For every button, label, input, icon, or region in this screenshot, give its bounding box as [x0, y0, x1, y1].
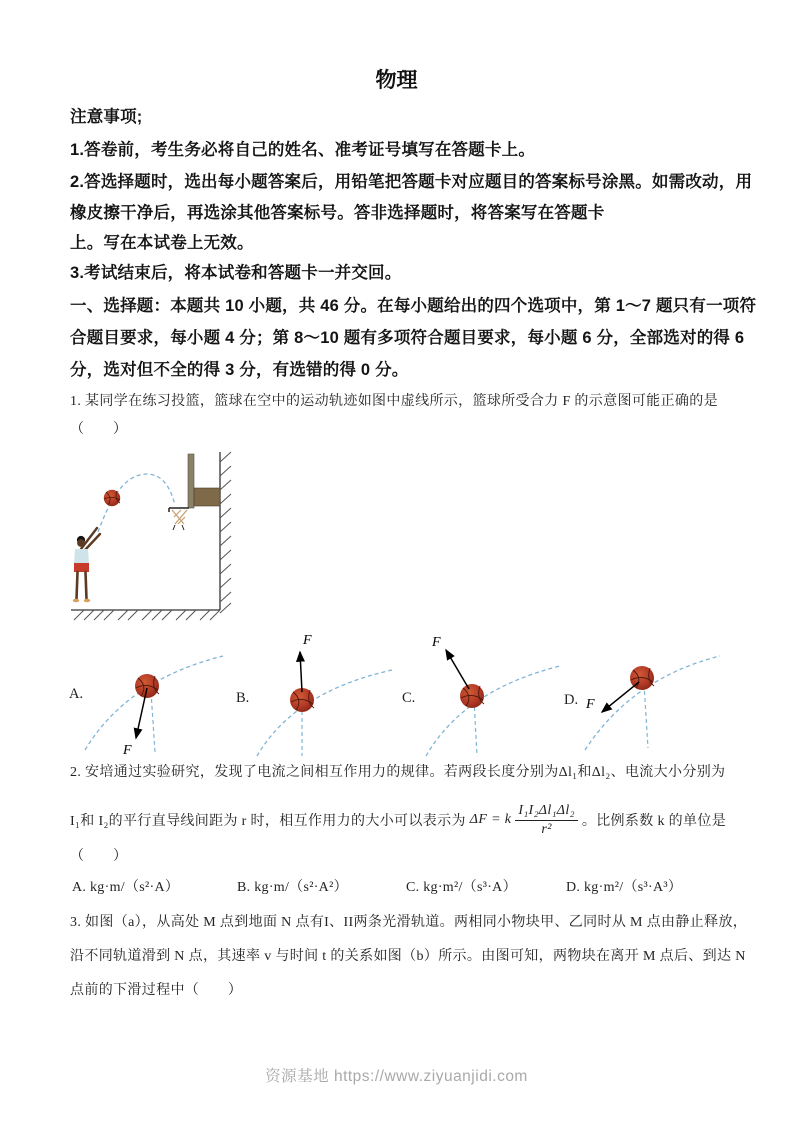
force-arrow-up-left [446, 650, 469, 689]
q2-formula-numerator: I₁I₂Δl₁Δl₂ [515, 803, 578, 821]
basketball-shot-illustration [68, 448, 236, 630]
question-3-text-line-1: 3. 如图（a），从高处 M 点到地面 N 点有I、II两条光滑轨道。两相同小物块甲、乙同时从 M 点由静止释放， [70, 915, 748, 930]
vertical-dashed-line [151, 692, 155, 752]
q2-formula-denominator: r² [541, 821, 552, 837]
q2-option-d: D. kg·m²/（s³·A³） [566, 880, 683, 895]
q2-option-b: B. kg·m/（s²·A²） [237, 880, 348, 895]
basketball [460, 684, 484, 708]
force-label: F [303, 633, 312, 648]
backboard [188, 454, 194, 508]
hoop-net [172, 510, 187, 524]
force-label: F [586, 697, 595, 712]
q2-option-c: C. kg·m²/（s³·A） [406, 880, 517, 895]
notice-heading: 注意事项; [70, 108, 143, 126]
q1-option-c-diagram [398, 630, 563, 760]
ground-hatching [74, 610, 220, 620]
footer-watermark: 资源基地 https://www.ziyuanjidi.com [265, 1068, 528, 1085]
player-shorts [74, 563, 89, 572]
notice-line-2: 2.答选择题时，选出每小题答案后，用铅笔把答题卡对应题目的答案标号涂黑。如需改动，用 [70, 173, 753, 191]
vertical-dashed-line [474, 700, 477, 756]
notice-line-5: 3.考试结束后，将本试卷和答题卡一并交回。 [70, 264, 402, 282]
q1-option-a [65, 630, 230, 760]
q2-line2-pre: I₁和 I₂的平行直导线间距为 r 时，相互作用力的大小可以表示为 [70, 814, 466, 829]
q2-line2-post: 。比例系数 k 的单位是 [581, 814, 727, 829]
section-heading-line-3: 分，选对但不全的得 3 分，有选错的得 0 分。 [70, 361, 409, 379]
q1-option-b [232, 630, 397, 760]
question-2-text-line-1: 2. 安培通过实验研究，发现了电流之间相互作用力的规律。若两段长度分别为Δl₁和Δl₂、电流大小分别为 [70, 765, 726, 780]
net-ticks [173, 525, 184, 530]
force-label: F [432, 635, 441, 650]
q1-option-a-diagram [65, 630, 230, 760]
section-heading-line-1: 一、选择题：本题共 10 小题，共 46 分。在每小题给出的四个选项中，第 1～7 题只有一项符 [70, 297, 757, 315]
trajectory-dashed-arc [257, 670, 392, 756]
question-2-answer-blank: （ ） [70, 849, 128, 864]
question-3-text-line-2: 沿不同轨道滑到 N 点，其速率 v 与时间 t 的关系如图（b）所示。由图可知，两物块在离开 M 点后、到达 N [70, 949, 746, 964]
player-shoe-right [84, 599, 90, 603]
wall-hatching [220, 452, 231, 613]
hoop-bracket [194, 488, 220, 506]
section-heading-line-2: 合题目要求，每小题 4 分；第 8～10 题有多项符合题目要求，每小题 6 分，全部选对的得 6 [70, 329, 745, 347]
player-shirt [74, 549, 89, 563]
basketball [104, 490, 120, 506]
force-arrow-up [300, 652, 302, 692]
force-label: F [123, 743, 132, 758]
q1-option-c-label: C. [402, 690, 416, 706]
question-1-answer-blank: （ ） [70, 422, 128, 437]
page-title: 物理 [375, 69, 418, 92]
basketball-player [73, 528, 100, 602]
notice-line-1: 1.答卷前，考生务必将自己的姓名、准考证号填写在答题卡上。 [70, 141, 536, 159]
q1-option-c [398, 630, 563, 760]
question-2-text-line-2 [70, 792, 726, 848]
q1-option-d [560, 630, 725, 760]
player-shoe-left [73, 599, 79, 603]
notice-line-4: 上。写在本试卷上无效。 [70, 234, 254, 252]
question-3-text-line-3: 点前的下滑过程中（ ） [70, 983, 243, 998]
q1-option-d-label: D. [564, 692, 579, 708]
q1-option-b-diagram [232, 630, 397, 760]
notice-line-3: 橡皮擦干净后，再选涂其他答案标号。答非选择题时，将答案写在答题卡 [70, 204, 605, 222]
q2-formula-lhs: ΔF = k [469, 812, 512, 827]
q1-option-b-label: B. [236, 690, 250, 706]
trajectory-dashed-arc [426, 666, 560, 756]
player-head [77, 539, 85, 547]
player-legs [77, 572, 87, 599]
q2-option-a: A. kg·m/（s²·A） [72, 880, 180, 895]
q1-figure-basketball-shot [68, 448, 236, 630]
question-1-text: 1. 某同学在练习投篮，篮球在空中的运动轨迹如图中虚线所示，篮球所受合力 F 的示意图可能正确的是 [70, 394, 718, 409]
vertical-dashed-line [644, 684, 648, 748]
trajectory-dashed-arc [585, 656, 720, 750]
basketball [135, 674, 159, 698]
q1-option-d-diagram [560, 630, 725, 760]
q1-option-a-label: A. [69, 686, 84, 702]
q2-formula-fraction [515, 803, 578, 838]
